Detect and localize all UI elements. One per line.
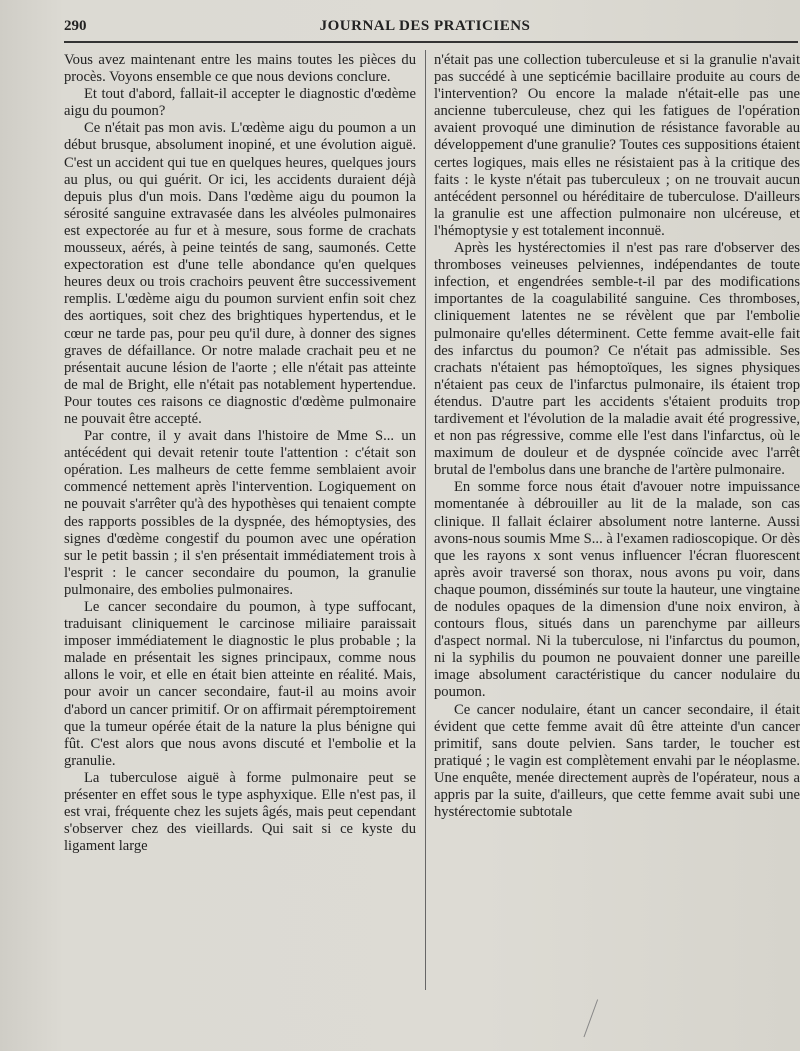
paragraph: En somme force nous était d'avouer notre impuissance momentanée à débrouiller au lit de la malade, son cas clinique. Il fallait éclairer absolument notre lanterne. Aussi avons-nous soumis Mme S... à l'examen radioscopique. Or dès que les rayons x sont venus influencer l'écran fluorescent après avoir traversé son thorax, nous avons pu voir, dans chaque poumon, disséminés sur toute la hauteur, une vingtaine de nodules opaques de la dimension d'une noix environ, à contours flous, situés dans un parenchyme par ailleurs d'aspect normal. Ni la tuberculose, ni l'infarctus du poumon, ni la syphilis du poumon ne pouvaient donner une pareille image absolument caractéristique du cancer nodulaire du poumon. — [434, 479, 800, 701]
page-number: 290 — [64, 18, 87, 34]
right-column — [434, 52, 800, 821]
paragraph: Ce cancer nodulaire, étant un cancer secondaire, il était évident que cette femme avait dû être atteinte d'un cancer primitif, sans doute pelvien. Sans tarder, le toucher est pratiqué ; le vagin est complètement envahi par le néoplasme. Une enquête, menée directement auprès de l'opérateur, nous a appris par la suite, d'ailleurs, que cette femme avait subi une hystérectomie subtotale — [434, 701, 800, 821]
paragraph: Et tout d'abord, fallait-il accepter le diagnostic d'œdème aigu du poumon? — [64, 86, 416, 120]
column-divider — [425, 50, 426, 990]
paragraph: Par contre, il y avait dans l'histoire de Mme S... un antécédent qui devait retenir toute l'attention : c'était son opération. Les malheurs de cette femme semblaient avoir commencé nettement après l'intervention. Logiquement on ne pouvait s'arrêter qu'à des hypothèses qui tenaient compte des rapports possibles de la dyspnée, des hémoptysies, des signes d'œdème congestif du poumon avec une opération sur le petit bassin ; il s'en présentait immédiatement trois à l'esprit : le cancer secondaire du poumon, la granulie pulmonaire, des embolies pulmonaires. — [64, 428, 416, 598]
paragraph: Après les hystérectomies il n'est pas rare d'observer des thromboses veineuses pelviennes, indépendantes de toute infection, et engendrées semble-t-il par des modifications importantes de la coagulabilité sanguine. Ces thromboses, cliniquement latentes ne se révèlent que par l'embolie pulmonaire qu'elles déterminent. Cette femme avait-elle fait des infarctus du poumon? Ce n'était pas admissible. Ses crachats n'étaient pas hémoptoïques, les signes physiques n'étaient pas ceux de l'infarctus pulmonaire, ils étaient trop étendus. D'autre part les accidents s'étaient produits trop tardivement et l'évolution de la maladie avait été progressive, et non pas régressive, comme elle l'est dans l'infarctus, où le maximum de douleur et de dyspnée coïncide avec l'arrêt brutal de l'embolus dans une branche de l'artère pulmonaire. — [434, 240, 800, 479]
left-column — [64, 52, 416, 855]
header-rule — [64, 41, 798, 43]
paragraph: Vous avez maintenant entre les mains toutes les pièces du procès. Voyons ensemble ce que nous devions conclure. — [64, 52, 416, 86]
paragraph: Ce n'était pas mon avis. L'œdème aigu du poumon a un début brusque, absolument inopiné, et une évolution aiguë. C'est un accident qui tue en quelques heures, quelques jours au plus, ou qui guérit. Or ici, les accidents duraient déjà depuis plus d'un mois. Dans l'œdème aigu du poumon la sérosité sanguine extravasée dans les alvéoles pulmonaires est expectorée au fur et à mesure, sous forme de crachats mousseux, aérés, à peine teintés de sang, saumonés. Cette expectoration est d'une telle abondance qu'en quelques heures deux ou trois crachoirs peuvent être successivement remplis. L'œdème aigu du poumon survient enfin soit chez des aortiques, soit chez des brightiques hypertendus, et le cœur ne tarde pas, pour peu qu'il dure, à donner des signes graves de défaillance. Or notre malade crachait peu et ne présentait aucune lésion de l'aorte ; elle n'était pas atteinte de mal de Bright, elle n'était pas notablement hypertendue. Pour toutes ces raisons ce diagnostic d'œdème pulmonaire ne pouvait être accepté. — [64, 120, 416, 427]
page-header — [64, 18, 786, 40]
paragraph: n'était pas une collection tuberculeuse et si la granulie n'avait pas succédé à une septicémie bacillaire produite au cours de l'intervention? Ou encore la malade n'était-elle pas une ancienne tuberculeuse, chez qui les fatigues de l'opération avaient provoqué une diminution de résistance favorable au développement d'une granulie? Toutes ces suppositions étaient certes logiques, mais elles ne résistaient pas à la critique des faits : le kyste n'était pas tuberculeux ; on ne trouvait aucun antécédent personnel ou héréditaire de tuberculose. D'ailleurs la granulie est une affection pulmonaire non ulcéreuse, et l'hémoptysie y est totalement inconnuë. — [434, 52, 800, 239]
paragraph: La tuberculose aiguë à forme pulmonaire peut se présenter en effet sous le type asphyxique. Elle n'est pas, il est vrai, fréquente chez les sujets âgés, mais peut cependant s'observer chez des vieillards. Qui sait si ce kyste du ligament large — [64, 769, 416, 855]
journal-title: JOURNAL DES PRATICIENS — [319, 18, 531, 34]
ink-mark — [583, 999, 607, 1040]
paragraph: Le cancer secondaire du poumon, à type suffocant, traduisant cliniquement le carcinose miliaire paraissait imposer immédiatement le diagnostic le plus probable ; la malade en présentait les signes principaux, comme nous allons le voir, et elle en était bien atteinte en réalité. Mais, pour avoir un cancer secondaire, faut-il au moins avoir d'abord un cancer primitif. Or on affirmait péremptoirement que la tumeur opérée était de la nature la plus bénigne qui fût. C'est alors que nous avons discuté et l'embolie et la granulie. — [64, 599, 416, 769]
